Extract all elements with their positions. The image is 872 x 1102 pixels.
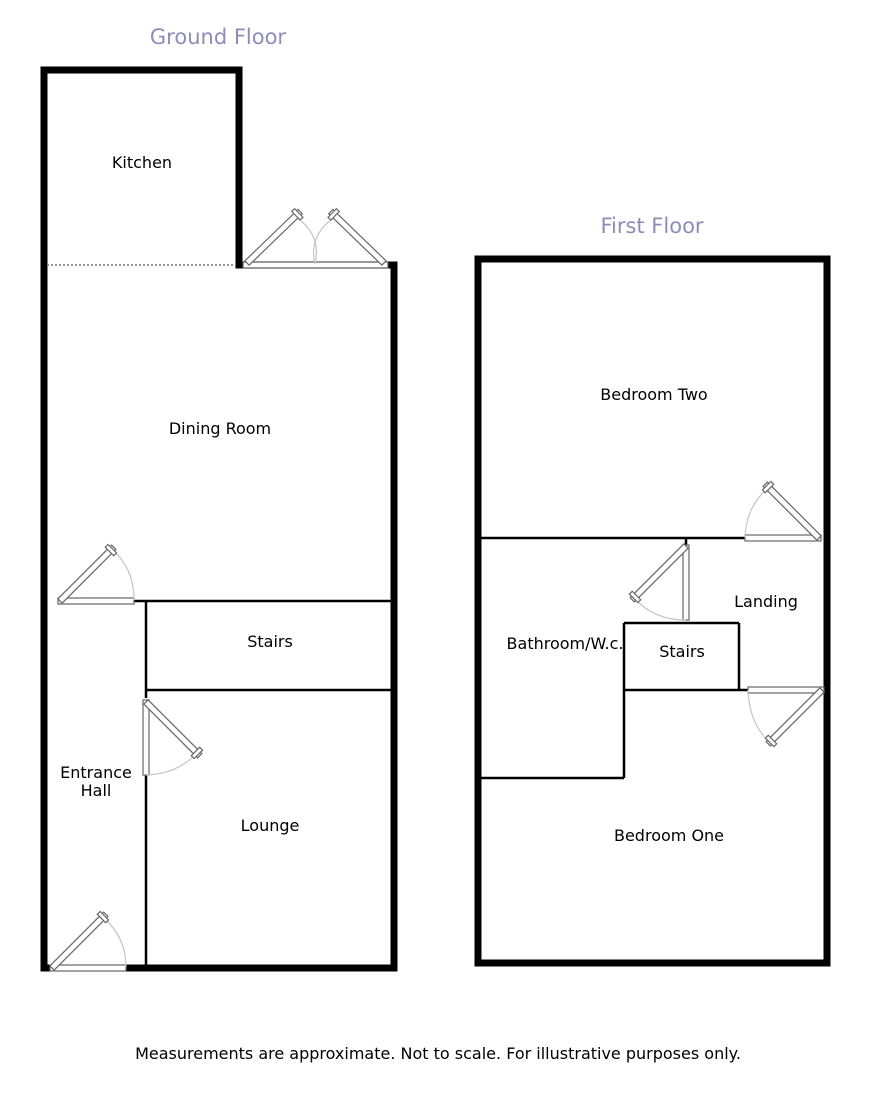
disclaimer-text: Measurements are approximate. Not to scale. For illustrative purposes only. bbox=[135, 1044, 741, 1063]
room-label-first-stairs: Stairs bbox=[659, 642, 705, 661]
bedroom-two-door[interactable] bbox=[745, 480, 823, 542]
bedroom-one-door[interactable] bbox=[748, 686, 826, 748]
bathroom-door[interactable] bbox=[628, 542, 690, 620]
dining-room-door[interactable] bbox=[56, 543, 134, 605]
first-floor-plan bbox=[478, 214, 827, 963]
room-label-kitchen: Kitchen bbox=[111, 153, 173, 172]
front-door[interactable] bbox=[48, 910, 126, 972]
room-label-lounge: Lounge bbox=[240, 816, 300, 835]
ground-floor-title: Ground Floor bbox=[149, 25, 287, 49]
first-floor-title: First Floor bbox=[600, 214, 704, 238]
room-label-landing: Landing bbox=[734, 592, 798, 611]
room-label-entrance-hall-line2: Hall bbox=[80, 781, 112, 800]
first-floor-exterior-wall bbox=[478, 259, 827, 963]
french-doors[interactable] bbox=[243, 207, 388, 268]
room-label-ground-stairs: Stairs bbox=[247, 632, 293, 651]
lounge-door[interactable] bbox=[142, 698, 204, 775]
room-label-dining-room: Dining Room bbox=[168, 419, 272, 438]
room-label-entrance-hall-line1: Entrance bbox=[60, 763, 132, 782]
ground-floor-plan bbox=[44, 25, 394, 972]
ground-floor-exterior-wall bbox=[44, 70, 239, 968]
ground-floor-exterior-wall-right bbox=[44, 265, 394, 968]
room-label-bedroom-two: Bedroom Two bbox=[600, 385, 708, 404]
room-label-bathroom: Bathroom/W.c. bbox=[506, 634, 624, 653]
room-label-bedroom-one: Bedroom One bbox=[613, 826, 725, 845]
